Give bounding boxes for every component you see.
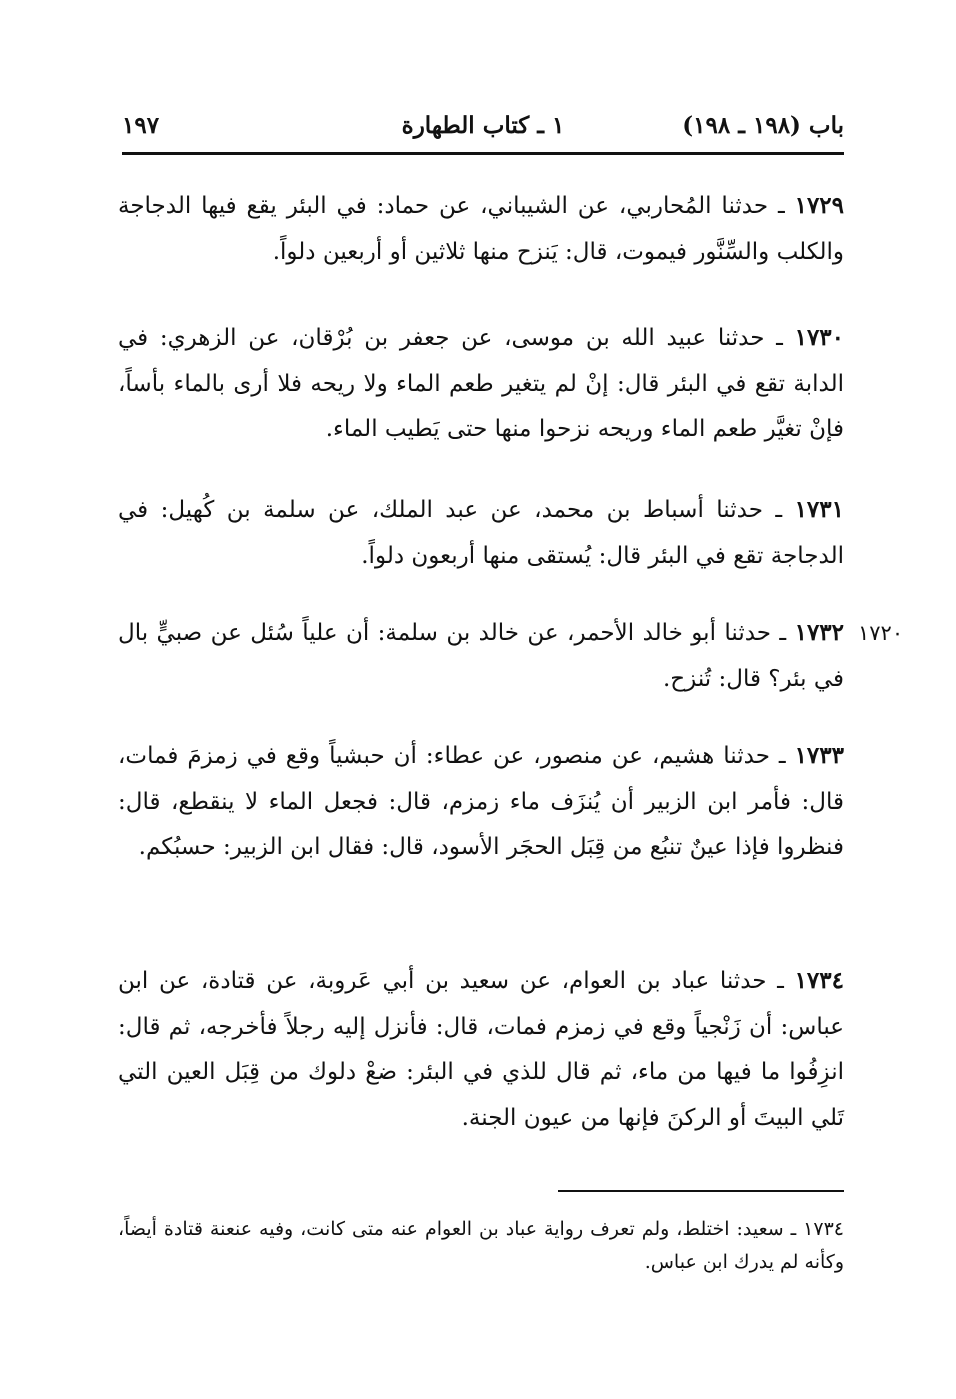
running-header: [122, 108, 844, 152]
hadith-entry: [118, 487, 844, 579]
page-number: ١٩٧: [122, 112, 160, 139]
margin-reference-number: ١٧٢٠: [858, 621, 904, 645]
hadith-number: ١٧٣١: [794, 496, 844, 523]
footnote: [118, 1213, 844, 1279]
hadith-text: ـ حدثنا المُحاربي، عن الشيباني، عن حماد: في البئر يقع فيها الدجاجة والكلب والسِّنَّور فيموت، قال: يَنزح منها ثلاثين أو أربعين دلواً.: [118, 193, 844, 265]
hadith-entry: [118, 610, 844, 702]
chapter-title: باب (١٩٨ ـ ١٩٨): [682, 112, 844, 139]
hadith-number: ١٧٣٠: [794, 324, 845, 351]
hadith-text: ـ حدثنا عبيد الله بن موسى، عن جعفر بن بُرْقان، عن الزهري: في الدابة تقع في البئر قال: إنْ لم يتغير طعم الماء ولا ريحه فلا أرى بالماء بأساً، فإنْ تغيَّر طعم الماء وريحه نزحوا منها حتى يَطيب الماء.: [118, 325, 844, 442]
hadith-number: ١٧٣٤: [794, 967, 844, 994]
hadith-number: ١٧٣٢: [794, 619, 845, 646]
hadith-text: ـ حدثنا عباد بن العوام، عن سعيد بن أبي عَروبة، عن قتادة، عن ابن عباس: أن زَنْجياً وقع في زمزم فمات، قال: فأنزل إليه رجلاً فأخرجه، ثم قال: انزِفُوا ما فيها من ماء، ثم قال للذي في البئر: ضعْ دلوك من قِبَل العين التي تَلي البيتَ أو الركنَ فإنها من عيون الجنة.: [118, 968, 844, 1131]
hadith-entry: [118, 958, 844, 1141]
hadith-entry: [118, 183, 844, 275]
hadith-number: ١٧٣٣: [794, 742, 844, 769]
footnote-text: ـ سعيد: اختلط، ولم تعرف رواية عباد بن العوام عنه متى كانت، وفيه عنعنة قتادة أيضاً، وكأنه لم يدرك ابن عباس.: [118, 1218, 844, 1273]
footnote-number: ١٧٣٤: [803, 1218, 844, 1240]
hadith-text: ـ حدثنا أبو خالد الأحمر، عن خالد بن سلمة: أن علياً سُئل عن صبيٍّ بال في بئر؟ قال: تُنزح.: [118, 620, 844, 692]
footnote-rule: [558, 1190, 844, 1192]
hadith-entry: [118, 733, 844, 871]
hadith-text: ـ حدثنا أسباط بن محمد، عن عبد الملك، عن سلمة بن كُهيل: في الدجاجة تقع في البئر قال: يُستقى منها أربعون دلواً.: [118, 497, 844, 569]
hadith-number: ١٧٢٩: [794, 192, 845, 219]
book-title: ١ ـ كتاب الطهارة: [401, 112, 565, 139]
hadith-entry: [118, 315, 844, 453]
hadith-text: ـ حدثنا هشيم، عن منصور، عن عطاء: أن حبشياً وقع في زمزمَ فمات، قال: فأمر ابن الزبير أن يُنزَف ماء زمزم، قال: فجعل الماء لا ينقطع، قال: فنظروا فإذا عينٌ تنبُع من قِبَل الحجَر الأسود، قال: فقال ابن الزبير: حسبُكم.: [118, 743, 844, 860]
header-rule: [122, 152, 844, 155]
